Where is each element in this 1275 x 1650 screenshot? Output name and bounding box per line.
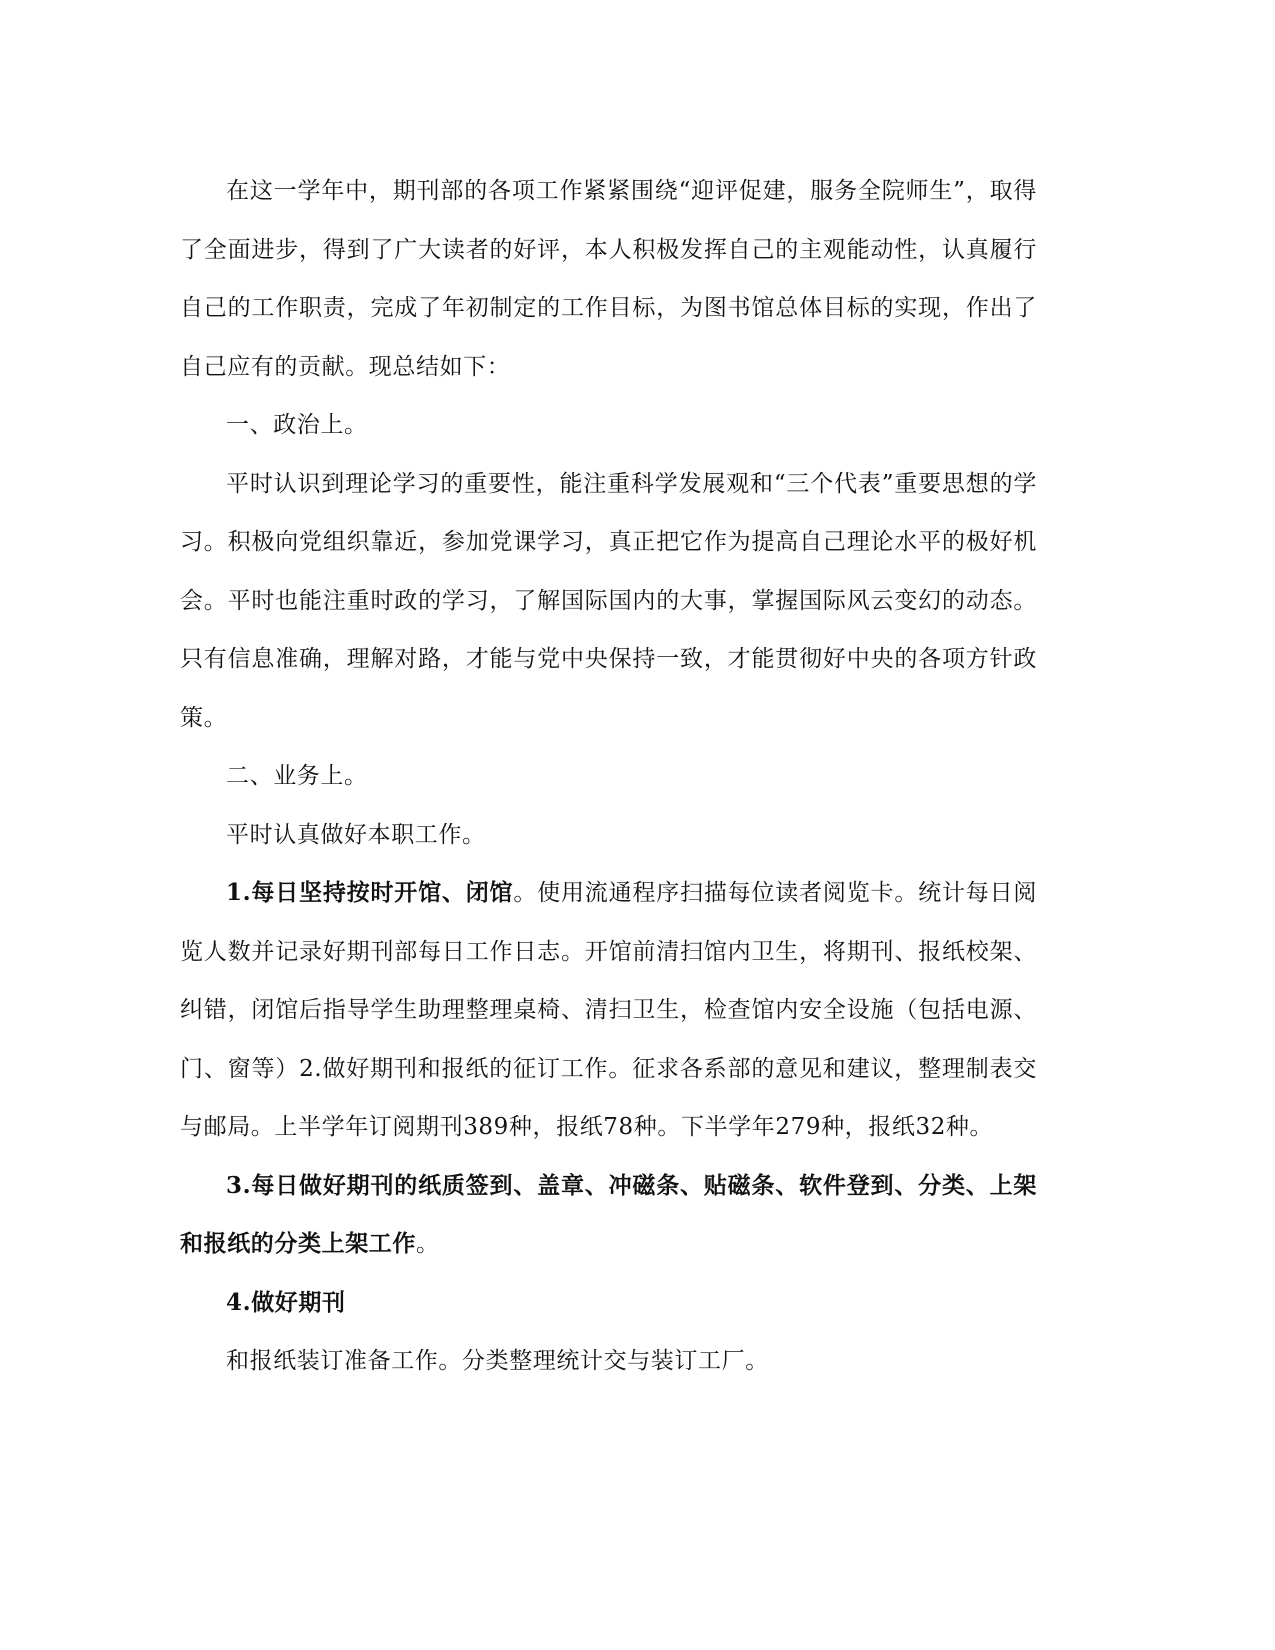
document-body — [180, 162, 1037, 1391]
business-intro-paragraph: 平时认真做好本职工作。 — [226, 821, 486, 848]
item-1-paragraph — [180, 864, 1037, 1157]
item-3-end: 。 — [416, 1231, 440, 1257]
intro-paragraph: 在这一学年中，期刊部的各项工作紧紧围绕“迎评促建，服务全院师生”，取得了全面进步，得到了广大读者的好评，本人积极发挥自己的主观能动性，认真履行自己的工作职责，完成了年初制定的工作目标，为图书馆总体目标的实现，作出了自己应有的贡献。现总结如下： — [180, 178, 1037, 380]
item-4-paragraph: 和报纸装订准备工作。分类整理统计交与装订工厂。 — [226, 1348, 769, 1374]
item-4-heading: 4.做好期刊 — [226, 1288, 346, 1316]
item-3-text: 3.每日做好期刊的纸质签到、盖章、冲磁条、贴磁条、软件登到、分类、上架和报纸的分类上架工作 — [180, 1171, 1037, 1257]
item-1-text: 。使用流通程序扫描每位读者阅览卡。统计每日阅览人数并记录好期刊部每日工作日志。开馆前清扫馆内卫生，将期刊、报纸校架、纠错，闭馆后指导学生助理整理桌椅、清扫卫生，检查馆内安全设施（包括电源、门、窗等）2.做好期刊和报纸的征订工作。征求各系部的意见和建议，整理制表交与邮局。上半学年订阅期刊389种，报纸78种。下半学年279种，报纸32种。 — [180, 880, 1038, 1140]
politics-paragraph: 平时认识到理论学习的重要性，能注重科学发展观和“三个代表”重要思想的学习。积极向党组织靠近，参加党课学习，真正把它作为提高自己理论水平的极好机会。平时也能注重时政的学习，了解国际国内的大事，掌握国际风云变幻的动态。只有信息准确，理解对路，才能与党中央保持一致，才能贯彻好中央的各项方针政策。 — [180, 470, 1037, 731]
section-heading-politics: 一、政治上。 — [226, 412, 368, 438]
section-heading-business: 二、业务上。 — [226, 763, 368, 789]
item-1-lead: 1.每日坚持按时开馆、闭馆 — [226, 879, 514, 906]
item-3-paragraph — [180, 1157, 1037, 1274]
